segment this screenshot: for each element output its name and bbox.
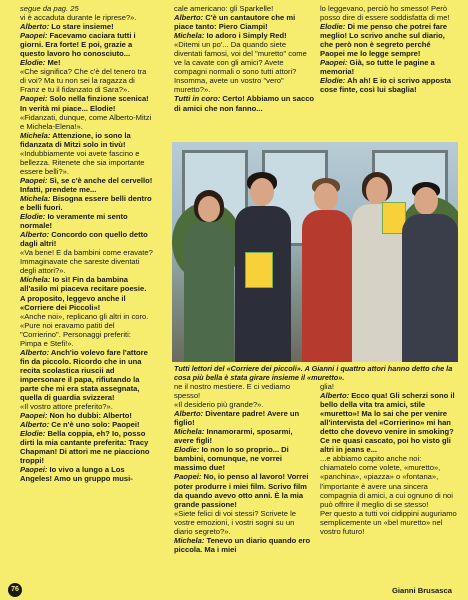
column-2-bottom bbox=[174, 382, 314, 592]
answer-text: Ecco qua! Gli scherzi sono il bello della vita tra amici, stile «muretto»! Ma lo sai che per venire all'intervista del «Corrierino» mi han detto che dovevo venire in smoking? Ce ne quasi cascato, poi ho visto gli altri in jeans e... bbox=[320, 391, 455, 455]
page-number: 76 bbox=[8, 583, 22, 597]
paragraph bbox=[320, 382, 458, 391]
magazine bbox=[245, 252, 273, 288]
answer-text: Concordo con quello detto dagli altri! bbox=[20, 230, 148, 249]
answer-text: Diventare padre! Avere un figlio! bbox=[174, 409, 300, 428]
paragraph bbox=[20, 67, 153, 94]
answer-text: Sì, se c'è anche del cervello! Infatti, prendete me... bbox=[20, 175, 153, 194]
group-photo bbox=[172, 142, 458, 362]
paragraph bbox=[320, 454, 458, 508]
paragraph bbox=[320, 509, 458, 536]
question-text: glia! bbox=[320, 382, 334, 391]
speaker-name: Paopei: bbox=[20, 465, 48, 475]
paragraph bbox=[20, 94, 153, 112]
paragraph bbox=[20, 230, 153, 248]
speaker-name: Alberto: bbox=[20, 420, 50, 430]
question-text: cale americano: gli Sparkelle! bbox=[174, 4, 274, 13]
answer-text: No, io penso al lavoro! Vorrei poter produrre i miei film. Scrivo film da quando avevo otto anni. È la mia grande passione! bbox=[174, 472, 309, 509]
column-3-top bbox=[320, 4, 456, 140]
paragraph bbox=[174, 382, 314, 400]
paragraph bbox=[20, 4, 153, 13]
paragraph bbox=[20, 420, 153, 429]
signature: Gianni Brusasca bbox=[392, 586, 452, 595]
paragraph bbox=[20, 312, 153, 348]
paragraph bbox=[320, 76, 456, 94]
answer-text: Io adoro i Simply Red! bbox=[204, 31, 287, 41]
paragraph bbox=[20, 22, 153, 31]
paragraph bbox=[320, 22, 456, 58]
answer-text: Facevamo caciara tutti i giorni. Era forte! E poi, grazie a questo lavoro ho conosciuto... bbox=[20, 31, 136, 59]
speaker-name: Michela: bbox=[20, 275, 51, 285]
paragraph bbox=[20, 248, 153, 275]
answer-text: Ah ah! E io ci scrivo apposta cose finte, così lui sbaglia! bbox=[320, 76, 451, 95]
speaker-name: Alberto: bbox=[20, 230, 50, 240]
speaker-name: Elodie: bbox=[174, 445, 200, 455]
question-text: «Il vostro attore preferito?». bbox=[20, 402, 113, 412]
paragraph bbox=[20, 212, 153, 230]
paragraph bbox=[174, 40, 315, 94]
answer-text: Non ho dubbi: Alberto! bbox=[47, 411, 132, 421]
paragraph bbox=[174, 472, 314, 508]
answer-text: Già, so tutte le pagine a memoria! bbox=[320, 58, 435, 77]
question-text: «Ditemi un po'... Da quando siete diventati famosi, voi del "muretto" come ve la cavate con gli amici? Avete compagni normali o sono tutti attori? Insomma, avete un vostro "vero" muretto?». bbox=[174, 40, 307, 95]
paragraph bbox=[20, 131, 153, 149]
speaker-name: Elodie: bbox=[320, 22, 346, 32]
question-text: «Siete felici di voi stessi? Scrivete le vostre emozioni, i vostri sogni su un diario segreto?». bbox=[174, 508, 296, 536]
speaker-name: Michela: bbox=[174, 427, 205, 437]
question-text: «Va bene! E da bambini come eravate? Immaginavate che sareste diventati degli attori?». bbox=[20, 248, 153, 276]
answer-text: Di me penso che potrei fare meglio! Lo scrivo anche sul diario, che però non è segreto perché Paopei me lo legge sempre! bbox=[320, 22, 448, 59]
answer-text: Tenevo un diario quando ero piccola. Ma i miei bbox=[174, 535, 311, 554]
speaker-name: Paopei: bbox=[20, 175, 48, 185]
speaker-name: Alberto: bbox=[320, 391, 350, 401]
speaker-name: Michela: bbox=[20, 130, 51, 140]
question-text: ne il nostro mestiere. E ci vediamo spesso! bbox=[174, 382, 291, 401]
paragraph bbox=[174, 31, 315, 40]
paragraph bbox=[174, 509, 314, 536]
question-text: ...e abbiamo capito anche noi: chiamatelo come volete, «muretto», «panchina», «piazza» o «fontana», l'importante è avere una sincera compagnia di amici, a cui ognuno di noi può offrire il meglio di se stesso! bbox=[320, 454, 453, 509]
answer-text: Bisogna essere belli dentro e belli fuori. bbox=[20, 193, 152, 213]
question-text: «Il desiderio più grande?». bbox=[174, 400, 264, 410]
speaker-name: Elodie: bbox=[320, 76, 346, 86]
column-2-top bbox=[174, 4, 315, 140]
paragraph bbox=[20, 31, 153, 58]
paragraph bbox=[20, 465, 153, 483]
speaker-name: Alberto: bbox=[20, 347, 50, 357]
paragraph bbox=[20, 402, 153, 411]
answer-text: Io non lo so proprio... Di bambini, comunque, ne vorrei massimo due! bbox=[174, 445, 289, 473]
answer-text: Innamorarmi, sposarmi, avere figli! bbox=[174, 427, 293, 446]
paragraph bbox=[20, 13, 153, 22]
paragraph bbox=[20, 429, 153, 465]
paragraph bbox=[174, 427, 314, 445]
speaker-name: Paopei: bbox=[20, 31, 48, 41]
speaker-name: Elodie: bbox=[20, 429, 46, 439]
answer-text: Anch'io volevo fare l'attore fin da piccolo. Ricordo che in una recita scolastica riuscii ad impersonare il papa, rifiutando la parte che mi era stata assegnata, quella di guardia svizzera! bbox=[20, 347, 148, 403]
answer-text: C'è un cantautore che mi piace tanto: Piero Ciampi! bbox=[174, 13, 296, 32]
paragraph bbox=[174, 536, 314, 554]
answer-text: Attenzione, io sono la fidanzata di Mitzi solo in tivù! bbox=[20, 130, 131, 149]
speaker-name: Paopei: bbox=[174, 472, 202, 482]
paragraph bbox=[20, 194, 153, 212]
paragraph bbox=[320, 391, 458, 454]
speaker-name: Alberto: bbox=[174, 13, 204, 23]
speaker-name: Paopei: bbox=[320, 58, 348, 68]
answer-text: Io vivo a lungo a Los Angeles! Amo un gruppo musi- bbox=[20, 465, 133, 484]
paragraph bbox=[174, 400, 314, 409]
paragraph bbox=[20, 411, 153, 420]
paragraph bbox=[174, 94, 315, 112]
paragraph bbox=[174, 4, 315, 13]
answer-text: Io veramente mi sento normale! bbox=[20, 212, 128, 231]
question-text: Per questo a tutti voi cidippini auguriamo semplicemente un «bel muretto» nel vostro futuro! bbox=[320, 508, 457, 536]
answer-text: Bella coppia, eh? Io, posso dirti la mia cantante preferita: Tracy Chapman! Di attori me ne piacciono troppi! bbox=[20, 429, 150, 466]
answer-text: Me! bbox=[45, 58, 61, 68]
column-1 bbox=[20, 4, 153, 578]
continued-from-note: segue da pag. 25 bbox=[20, 4, 79, 13]
question-text: «Che significa? Che c'è del tenero tra di voi? Ma tu non sei la ragazza di Franz e tu il fidanzato di Sara?». bbox=[20, 67, 147, 95]
question-text: lo leggevano, perciò ho smesso! Però posso dire di essere soddisfatta di me! bbox=[320, 4, 450, 23]
question-text: «Anche noi», replicano gli altri in coro. «Pure noi eravamo patiti del "Corrierino". Personaggi preferiti: Pimpa e Stefi!». bbox=[20, 311, 149, 348]
question-text: «Indubbiamente voi avete fascino e bellezza. Ritenete che sia importante essere belli?». bbox=[20, 148, 145, 176]
speaker-name: Alberto: bbox=[20, 22, 50, 32]
question-text: «Fidanzati, dunque, come Alberto-Mitzi e Michela-Elena!». bbox=[20, 112, 152, 131]
paragraph bbox=[320, 58, 456, 76]
question-text: vi è accaduta durante le riprese?». bbox=[20, 13, 137, 23]
speaker-name: Alberto: bbox=[174, 409, 204, 419]
paragraph bbox=[174, 409, 314, 427]
speaker-name: Elodie: bbox=[20, 58, 46, 68]
speaker-name: Paopei: bbox=[20, 411, 48, 421]
paragraph bbox=[20, 275, 153, 311]
paragraph bbox=[20, 176, 153, 194]
answer-text: Certo! Abbiamo un sacco di amici che non fanno... bbox=[174, 94, 315, 113]
paragraph bbox=[174, 445, 314, 472]
speaker-name: Michela: bbox=[174, 535, 205, 545]
answer-text: Solo nella finzione scenica! In verità mi piace... Elodie! bbox=[20, 94, 149, 113]
photo-caption: Tutti lettori del «Corriere dei piccoli». A Gianni i quattro attori hanno detto che la cosa più bella è stata girare insieme il «muretto». bbox=[174, 364, 453, 382]
answer-text: Io sì! Fin da bambina all'asilo mi piaceva recitare poesie. A proposito, leggevo anche il «Corriere dei Piccoli»! bbox=[20, 275, 147, 312]
paragraph bbox=[20, 149, 153, 176]
speaker-name: Tutti in coro: bbox=[174, 94, 221, 104]
paragraph bbox=[20, 58, 153, 67]
paragraph bbox=[20, 113, 153, 131]
column-3-bottom bbox=[320, 382, 458, 592]
paragraph bbox=[20, 348, 153, 402]
speaker-name: Paopei: bbox=[20, 94, 48, 104]
answer-text: Ce n'è uno solo: Paopei! bbox=[49, 420, 140, 430]
speaker-name: Michela: bbox=[174, 31, 205, 41]
paragraph bbox=[174, 13, 315, 31]
speaker-name: Michela: bbox=[20, 193, 51, 203]
paragraph bbox=[320, 4, 456, 22]
answer-text: Lo stare insieme! bbox=[49, 22, 114, 32]
speaker-name: Elodie: bbox=[20, 212, 46, 222]
